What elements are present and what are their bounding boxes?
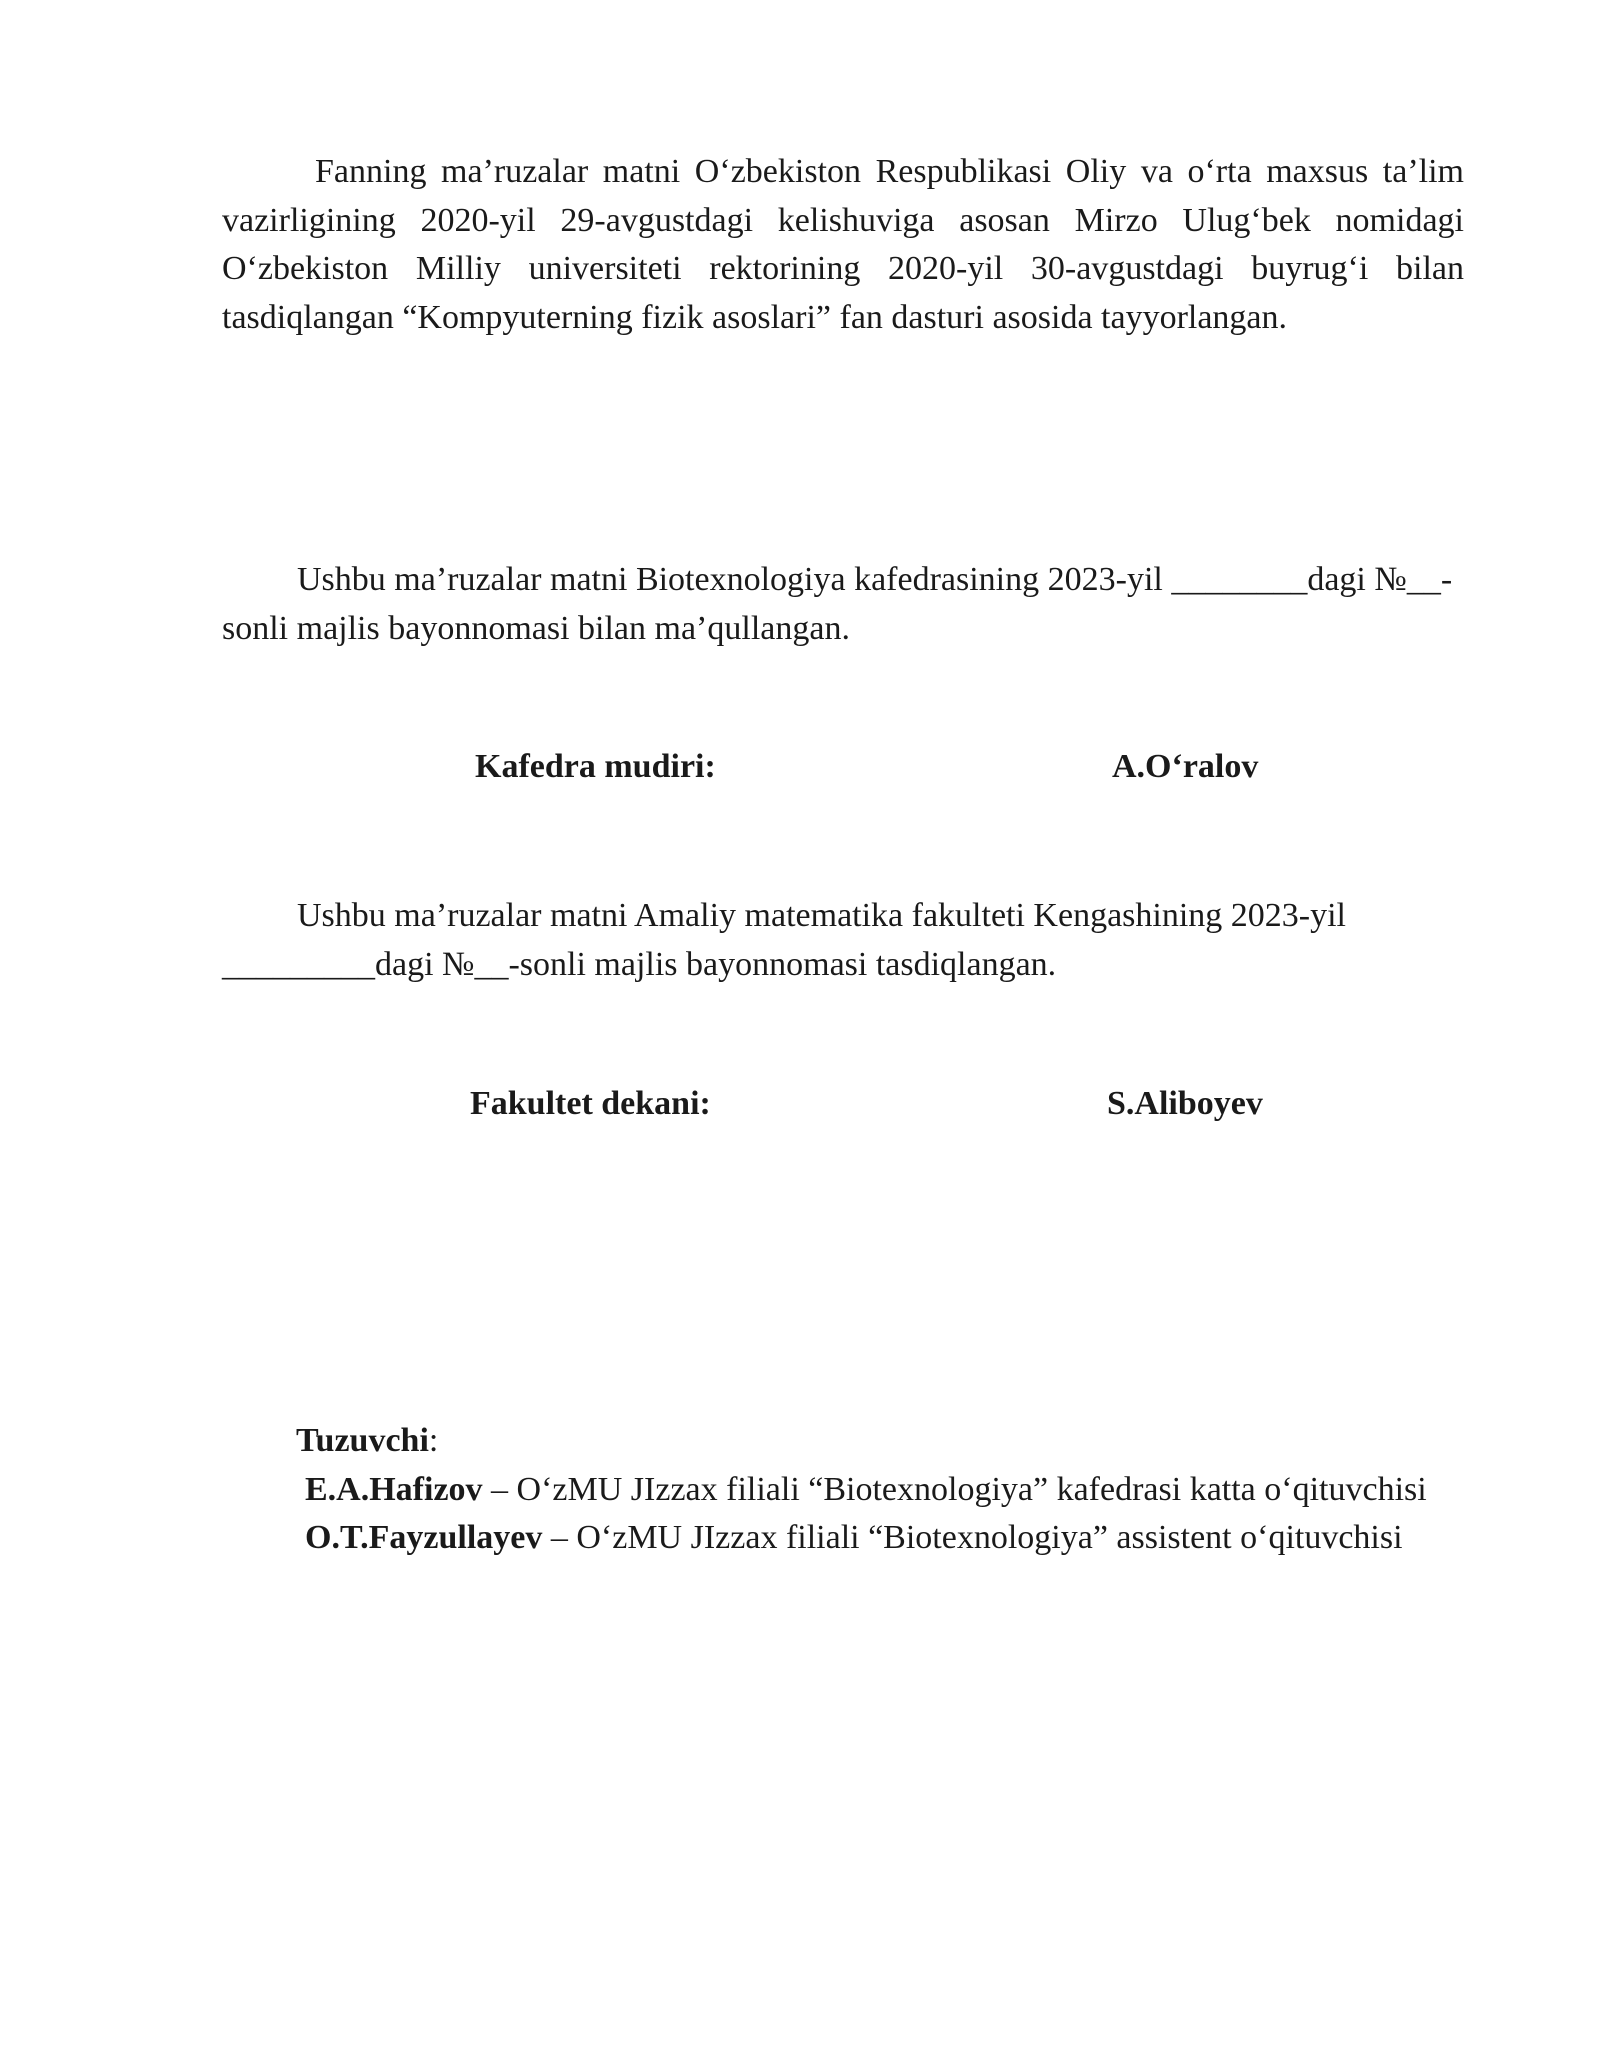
- authors-title-colon: :: [428, 1422, 439, 1459]
- faculty-approval-paragraph: Ushbu ma’ruzalar matni Amaliy matematika fakulteti Kengashining 2023-yil _________dagi №__-sonli majlis bayonnomasi tasdiqlangan.: [222, 897, 1347, 983]
- authors-title: Tuzuvchi: [296, 1422, 429, 1459]
- department-approval-paragraph: Ushbu ma’ruzalar matni Biotexnologiya kafedrasining 2023-yil ________dagi №__-sonli majlis bayonnomasi bilan ma’qullangan.: [222, 561, 1453, 647]
- department-head-name: A.O‘ralov: [1112, 748, 1259, 785]
- faculty-dean-label: Fakultet dekani:: [470, 1085, 711, 1122]
- authors-block: [296, 1417, 1464, 1563]
- author-description: – O‘zMU JIzzax filiali “Biotexnologiya” kafedrasi katta o‘qituvchisi: [482, 1470, 1427, 1508]
- department-head-label: Kafedra mudiri:: [475, 748, 716, 785]
- intro-paragraph: Fanning ma’ruzalar matni O‘zbekiston Respublikasi Oliy va o‘rta maxsus ta’lim vazirligining 2020-yil 29-avgustdagi kelishuviga asosan Mirzo Ulug‘bek nomidagi O‘zbekiston Milliy universiteti rektorining 2020-yil 30-avgustdagi buyrug‘i bilan tasdiqlangan “Kompyuterning fizik asoslari” fan dasturi asosida tayyorlangan.: [222, 153, 1464, 336]
- author-entry: [305, 1466, 1464, 1515]
- faculty-dean-name: S.Aliboyev: [1107, 1085, 1263, 1122]
- author-description: – O‘zMU JIzzax filiali “Biotexnologiya” assistent o‘qituvchisi: [542, 1519, 1403, 1556]
- author-name: E.A.Hafizov: [305, 1470, 483, 1508]
- author-entry: [305, 1514, 1464, 1563]
- author-name: O.T.Fayzullayev: [305, 1519, 543, 1556]
- authors-title-line: [296, 1417, 1464, 1466]
